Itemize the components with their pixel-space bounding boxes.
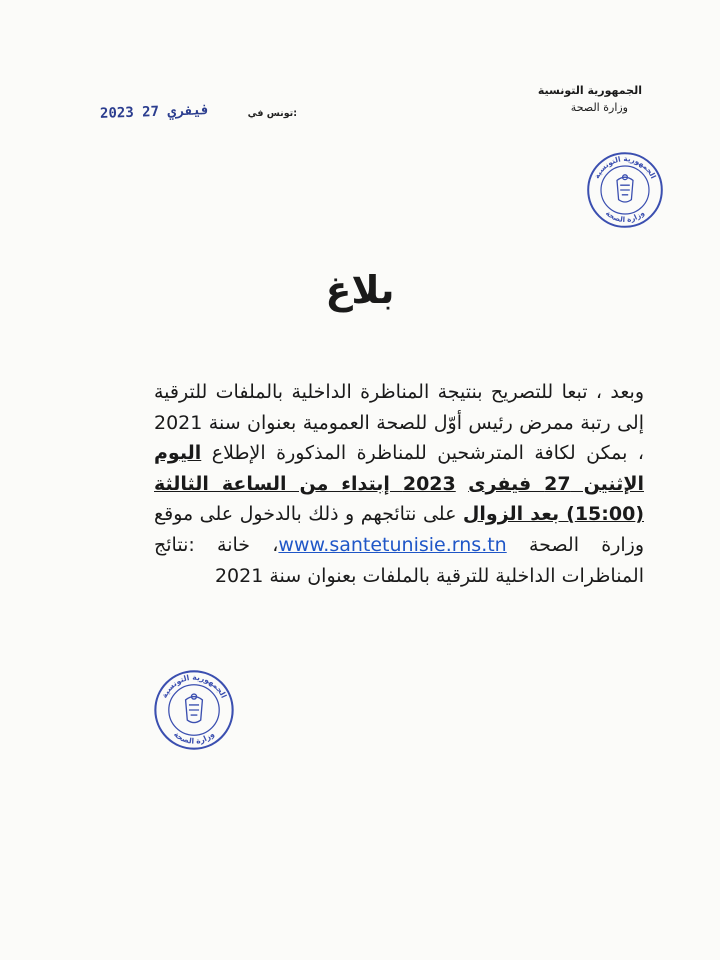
emphasized-time: 2023 إبتداء من الساعة الثالثة (15:00) بعد الزوال (154, 472, 644, 526)
body-line-access: على نتائجهم و ذلك بالدخول على موقع وزارة الصحة (154, 503, 645, 556)
body-line-4: للمناظرة المذكورة الإطلاع (211, 442, 427, 465)
letterhead (538, 82, 642, 116)
body-section-name: ، خانة :نتائج المناظرات (154, 533, 644, 587)
emphasized-date: اليوم الإثنين 27 فيفرى (154, 442, 644, 495)
svg-text:الجمهورية التونسية (160, 673, 229, 700)
seal-top-inner-text: وزارة الصحة (603, 208, 647, 225)
announcement-title: بلاغ (325, 268, 395, 312)
dateline (100, 104, 297, 120)
announcement-body (154, 377, 644, 591)
ministry-name: وزارة الصحة (570, 101, 628, 115)
seal-bottom-outer-text: الجمهورية التونسية (159, 672, 229, 700)
emblem-icon (186, 694, 203, 723)
emblem-icon (617, 175, 633, 202)
seal-bottom-inner-text: وزارة الصحة (171, 729, 217, 746)
body-last-line: الداخلية للترقية بالملفات بعنوان سنة 2021 (214, 564, 556, 587)
svg-text:وزارة الصحة (604, 208, 646, 224)
svg-text:الجمهورية التونسية (592, 154, 658, 180)
ministry-seal-top (585, 150, 665, 230)
body-line-2: بالملفات للترقية إلى رتبة ممرض رئيس أوّل للصحة (154, 381, 644, 434)
body-line-1: وبعد ، تبعا للتصريح بنتيجة المناظرة الداخلية (291, 381, 645, 403)
svg-text:وزارة الصحة (172, 729, 216, 745)
ministry-seal-bottom (152, 668, 236, 752)
place-label: تونس في: (247, 108, 298, 119)
republic-name: الجمهورية التونسية (537, 84, 642, 97)
ministry-website-link[interactable]: www.santetunisie.rns.tn (278, 533, 507, 556)
body-line-3: العمومية بعنوان سنة 2021 ، بمكن لكافة المترشحين (154, 411, 644, 465)
seal-top-outer-text: الجمهورية التونسية (591, 154, 659, 181)
date-stamp: 2023 فيفري 27 (99, 102, 210, 122)
